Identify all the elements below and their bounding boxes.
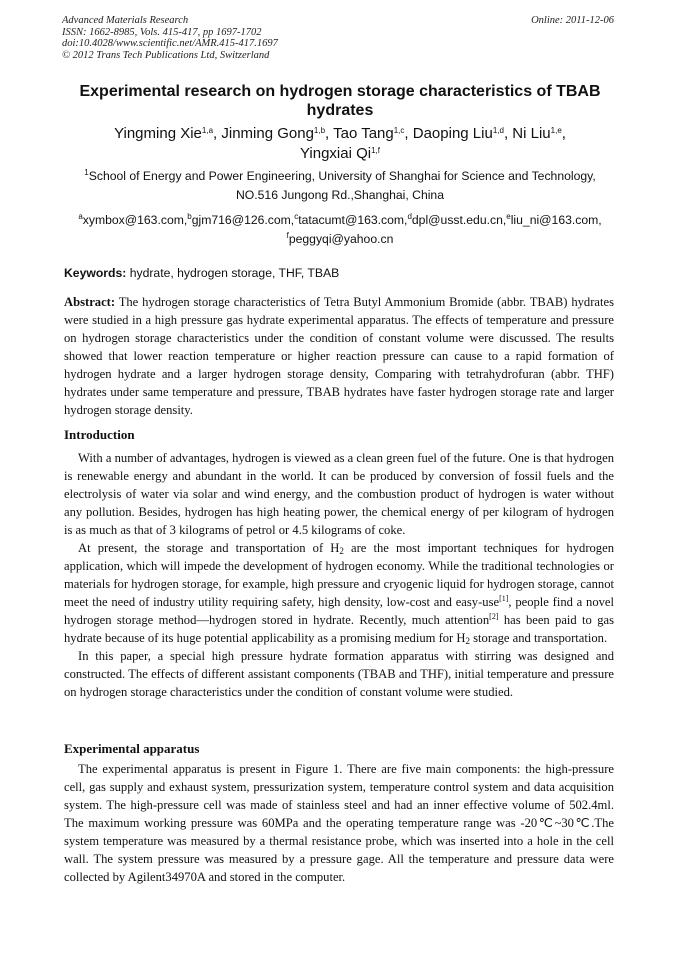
issn-line: ISSN: 1662-8985, Vols. 415-417, pp 1697-1702 [62, 26, 262, 38]
keywords [64, 265, 620, 281]
email-link[interactable]: liu_ni@163.com, [510, 213, 602, 227]
author-name: Ni Liu [512, 125, 551, 142]
keywords-label: Keywords: [64, 266, 127, 280]
citation-ref[interactable]: [2] [489, 612, 499, 621]
subscript: 2 [339, 546, 344, 556]
email-mark: f [286, 231, 289, 240]
email-link[interactable]: xymbox@163.com, [82, 213, 188, 227]
email-link[interactable]: gjm716@126.com, [191, 213, 295, 227]
apparatus-body [64, 760, 614, 886]
subscript: 2 [465, 636, 470, 646]
text-run: At present, the storage and transportation of H [78, 541, 340, 555]
email-list [62, 211, 618, 249]
author-name: Tao Tang [333, 125, 394, 142]
journal-name: Advanced Materials Research [62, 15, 189, 26]
author-name: Jinming Gong [221, 125, 314, 142]
apparatus-paragraph-1: The experimental apparatus is present in Figure 1. There are five main components: the high-pressure cell, gas supply and exhaust system, pressurization system, temperature control system and data acquisition system. The high-pressure cell was made of stainless steel and had an inner effective volume of 502.4ml. The maximum working pressure was 60MPa and the operating temperature range was -20℃~30℃.The system temperature was measured by a thermal resistance probe, which was inserted into a hole in the cell wall. The system pressure was measured by a pressure gage. All the temperature and pressure data were collected by Agilent34970A and stored in the computer. [64, 762, 614, 884]
text-run: are the most important techniques for hydrogen application, which will impede the development of hydrogen economy. While the traditional technologies or materials for hydrogen storage, for example, high pressure and cryogenic liquid for hydrogen storage, cannot meet the need of industry utility requiring safety, high density, low-cost and easy-use [64, 541, 614, 609]
intro-paragraph-1: With a number of advantages, hydrogen is viewed as a clean green fuel of the future. One is that hydrogen is renewable energy and abundant in the world. It can be produced by conversion of fossil fuels and the electrolysis of water via solar and wind energy, and the combustion product of hydrogen is water without any pollution. Besides, hydrogen has high heating power, the chemical energy of per kilogram of hydrogen is as much as that of 3 kilograms of petrol or 4.5 kilograms of coke. [64, 451, 614, 537]
author-affil-mark: 1,c [393, 126, 405, 135]
introduction-heading: Introduction [64, 427, 135, 442]
doi-line: doi:10.4028/www.scientific.net/AMR.415-417.1697 [62, 38, 278, 50]
intro-paragraph-3: In this paper, a special high pressure hydrate formation apparatus with stirring was designed and constructed. The effects of different assistant components (TBAB and THF), initial temperature and pressure on hydrogen storage characteristics under the condition of constant volume were studied. [64, 649, 614, 699]
email-mark: b [187, 212, 192, 221]
affil-line-1: School of Energy and Power Engineering, University of Shanghai for Science and Technology, [88, 169, 596, 183]
email-mark: e [506, 212, 511, 221]
author-name: Daoping Liu [412, 125, 493, 142]
author-list: Yingming Xie$^{1,a}$, Jinming Gong$^{1,b}$, Tao Tang$^{1,c}$, Daoping Liu$^{1,d}$, Ni Liu$^{1,e}$, Yingxiai Qi$^{1,f}$ [114, 125, 566, 162]
text-run: storage and transportation. [470, 631, 608, 645]
email-mark: d [407, 212, 412, 221]
author-name: Yingxiai Qi [299, 145, 372, 162]
copyright-line: © 2012 Trans Tech Publications Ltd, Switzerland [62, 49, 270, 61]
introduction-body [64, 449, 614, 701]
email-mark: c [294, 212, 299, 221]
author-affil-mark: 1,b [313, 126, 326, 135]
email-link[interactable]: peggyqi@yahoo.cn [288, 232, 394, 246]
apparatus-heading: Experimental apparatus [64, 741, 200, 756]
text-run: has been paid to gas hydrate because of its huge potential applicability as a promising medium for H [64, 613, 614, 645]
affil-mark: 1 [84, 168, 89, 177]
email-mark: a [78, 212, 83, 221]
intro-paragraph-2 [64, 539, 614, 647]
paper-title: Experimental research on hydrogen storage characteristics of TBAB hydrates [79, 83, 601, 119]
author-affil-mark: 1,f [371, 146, 381, 155]
affil-line-2: NO.516 Jungong Rd.,Shanghai, China [235, 188, 444, 202]
citation-ref[interactable]: [1] [499, 594, 509, 603]
email-link[interactable]: tatacumt@163.com, [298, 213, 408, 227]
abstract-text: The hydrogen storage characteristics of Tetra Butyl Ammonium Bromide (abbr. TBAB) hydrates were studied in a high pressure gas hydrate experimental apparatus. The effects of temperature and pressure on hydrogen storage characteristics under the condition of constant volume were discussed. The results showed that lower reaction temperature or higher reaction pressure can cause to a rapid formation of hydrogen hydrate and a larger hydrogen storage density, Comparing with tetrahydrofuran (abbr. THF) hydrates under same temperature and pressure, TBAB hydrates have faster hydrogen storage rate and larger hydrogen storage density. [64, 295, 614, 417]
keywords-text: hydrate, hydrogen storage, THF, TBAB [129, 266, 340, 280]
online-date: Online: 2011-12-06 [531, 15, 614, 26]
author-affil-mark: 1,a [201, 126, 214, 135]
affiliation [62, 167, 618, 205]
email-link[interactable]: dpl@usst.edu.cn, [411, 213, 507, 227]
author-affil-mark: 1,d [492, 126, 504, 135]
abstract-label: Abstract: [64, 295, 116, 309]
author-affil-mark: 1,e [550, 126, 562, 135]
text-run: , people find a novel hydrogen storage method—hydrogen stored in hydrate. Recently, much attention [64, 595, 614, 627]
author-name: Yingming Xie [114, 125, 202, 142]
abstract [64, 293, 614, 419]
